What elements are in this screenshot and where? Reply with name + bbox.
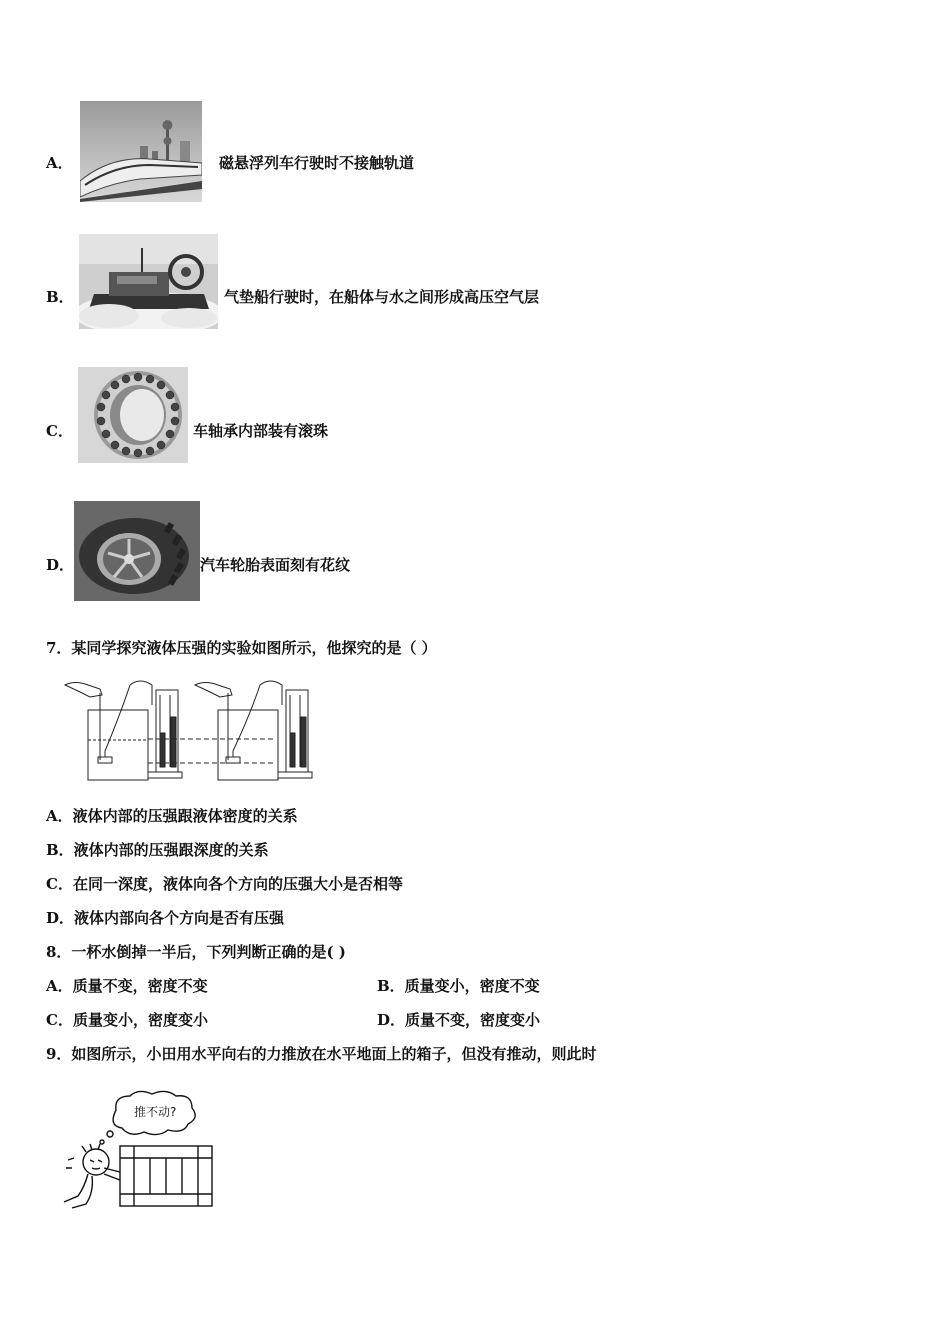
question-7-stem: 7．某同学探究液体压强的实验如图所示，他探究的是（ ） <box>46 639 437 657</box>
ball-bearing-image <box>78 367 188 463</box>
option-letter-b: B． <box>46 288 74 306</box>
question-8-option-a: A．质量不变，密度不变 <box>46 977 208 995</box>
maglev-train-image <box>80 101 202 202</box>
option-text-c: 车轴承内部装有滚珠 <box>193 422 329 440</box>
question-9-stem: 9．如图所示，小田用水平向右的力推放在水平地面上的箱子，但没有推动，则此时 <box>46 1045 597 1063</box>
question-8-option-d: D．质量不变，密度变小 <box>377 1011 541 1029</box>
question-7-option-a: A．液体内部的压强跟液体密度的关系 <box>46 807 298 825</box>
question-8-stem: 8．一杯水倒掉一半后，下列判断正确的是( ) <box>46 943 346 961</box>
liquid-pressure-experiment-figure <box>60 675 330 785</box>
question-8-option-b: B．质量变小，密度不变 <box>377 977 540 995</box>
question-7-option-b: B．液体内部的压强跟深度的关系 <box>46 841 269 859</box>
tire-tread-image <box>74 501 200 601</box>
question-8-option-c: C．质量变小，密度变小 <box>46 1011 208 1029</box>
option-letter-d: D． <box>46 556 75 574</box>
question-7-option-c: C．在同一深度，液体向各个方向的压强大小是否相等 <box>46 875 403 893</box>
question-7-option-d: D．液体内部向各个方向是否有压强 <box>46 909 285 927</box>
hovercraft-image <box>79 234 218 329</box>
option-text-a: 磁悬浮列车行驶时不接触轨道 <box>219 154 415 172</box>
pushing-box-cartoon <box>58 1088 218 1212</box>
thought-bubble-text: 推不动? <box>134 1105 177 1119</box>
option-text-d: 汽车轮胎表面刻有花纹 <box>200 556 351 574</box>
option-letter-a: A． <box>46 154 73 172</box>
option-letter-c: C． <box>46 422 73 440</box>
option-text-b: 气垫船行驶时，在船体与水之间形成高压空气层 <box>224 288 540 306</box>
